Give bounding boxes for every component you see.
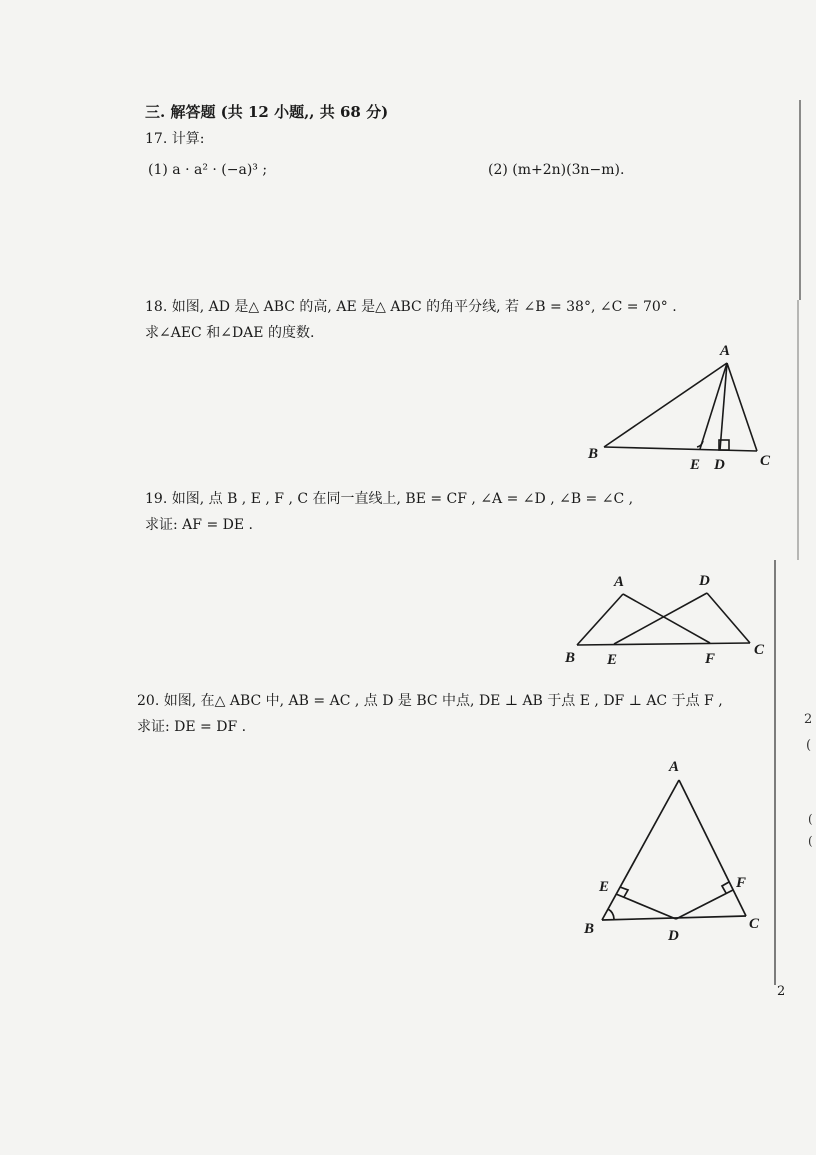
q20-label-c: C [749,916,760,932]
q20-label-e: E [599,879,610,895]
page-number: 2 [777,984,786,999]
q20-right-angle-f [722,882,729,893]
q20-angle-b [608,909,614,919]
q18-line1: 18. 如图, AD 是△ ABC 的高, AE 是△ ABC 的角平分线, 若 ∠B = 38°, ∠C = 70° . [145,299,677,315]
q19-label-e: E [607,652,618,668]
q20-label-a: A [669,759,680,775]
q20-side-ab [602,780,679,920]
q18-label-a: A [720,343,731,359]
q20-segment-df [676,890,733,919]
edge-mark-1: 2 [804,712,813,727]
q19-label-a: A [614,574,625,590]
section-heading: 三. 解答题 (共 12 小题,, 共 68 分) [145,103,389,121]
q18-label-d: D [714,457,725,473]
q19-label-f: F [705,651,716,667]
q17-part1: (1) a · a² · (−a)³ ; [148,162,268,178]
q17-part2: (2) (m+2n)(3n−m). [488,162,625,178]
q20-line2: 求证: DE = DF . [137,719,247,735]
edge-mark-3: ( [808,812,813,826]
q19-line1: 19. 如图, 点 B , E , F , C 在同一直线上, BE = CF , ∠A = ∠D , ∠B = ∠C , [145,491,634,507]
edge-mark-4: ( [808,834,813,848]
q20-side-ac [679,780,746,916]
q18-line2: 求∠AEC 和∠DAE 的度数. [145,325,315,341]
q20-line1: 20. 如图, 在△ ABC 中, AB = AC , 点 D 是 BC 中点, DE ⊥ AB 于点 E , DF ⊥ AC 于点 F , [137,693,723,709]
q19-label-b: B [565,650,576,666]
q18-label-b: B [588,446,599,462]
q18-label-e: E [690,457,701,473]
edge-mark-2: ( [806,738,812,753]
q20-label-f: F [736,875,747,891]
q19-label-d: D [699,573,710,589]
q17-number: 17. 计算: [145,131,205,147]
q19-line2: 求证: AF = DE . [145,517,253,533]
q20-label-b: B [584,921,595,937]
q20-label-d: D [668,928,679,944]
q18-label-c: C [760,453,771,469]
q19-label-c: C [754,642,765,658]
q20-segment-de [616,894,676,919]
